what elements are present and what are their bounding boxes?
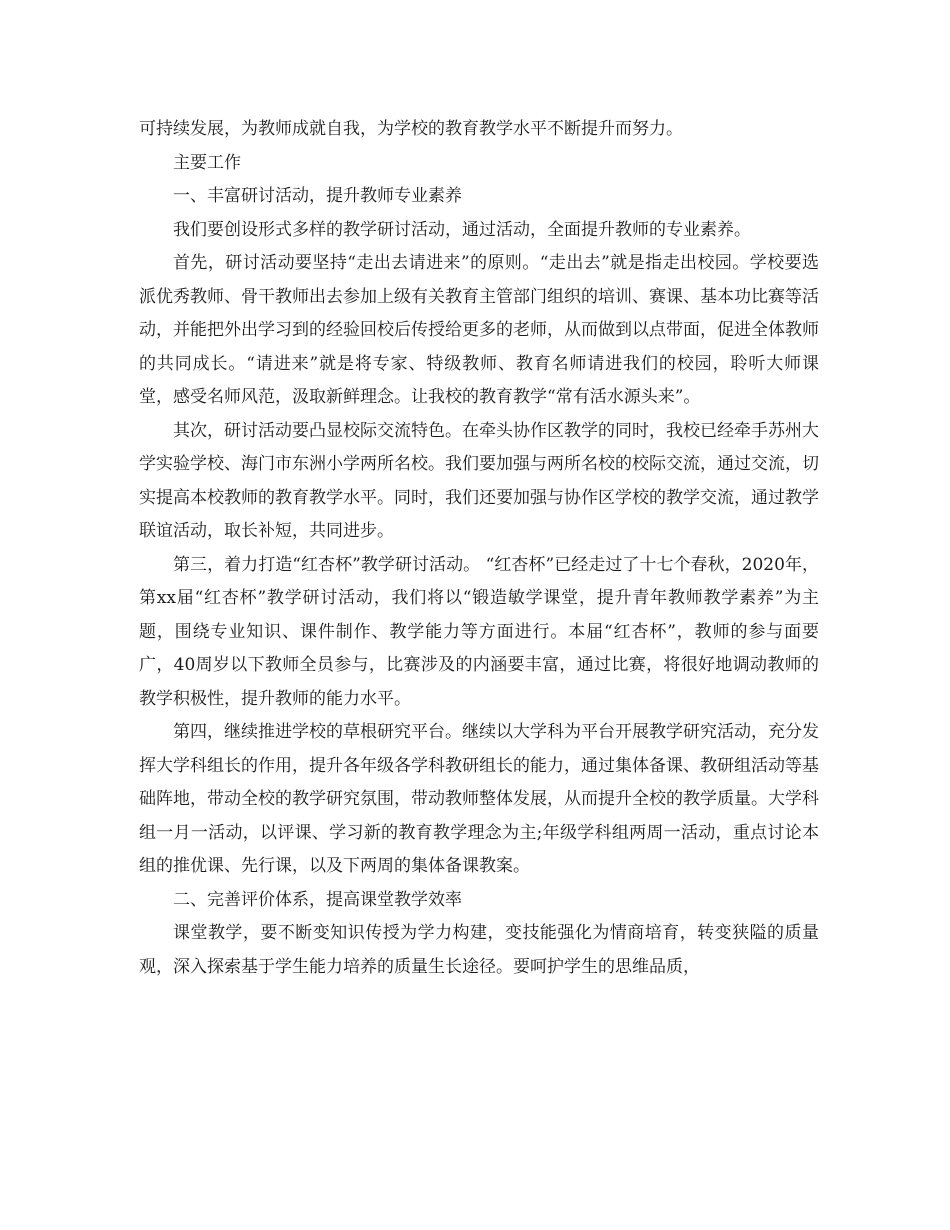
- paragraph-first: 首先，研讨活动要坚持“走出去请进来”的原则。“走出去”就是指走出校园。学校要选派优秀教师、骨干教师出去参加上级有关教育主管部门组织的培训、赛课、基本功比赛等活动，并能把外出学习到的经验回校后传授给更多的老师，从而做到以点带面，促进全体教师的共同成长。“请进来”就是将专家、特级教师、教育名师请进我们的校园，聆听大师课堂，感受名师风范，汲取新鲜理念。让我校的教育教学“常有活水源头来”。: [139, 253, 819, 407]
- document-body: [139, 113, 819, 984]
- subheading-evaluation-system: 二、完善评价体系，提高课堂教学效率: [173, 889, 462, 910]
- section-heading-main-work: 主要工作: [173, 152, 241, 173]
- paragraph-intro: 我们要创设形式多样的教学研讨活动，通过活动，全面提升教师的专业素养。: [173, 219, 751, 240]
- paragraph-fourth: 第四，继续推进学校的草根研究平台。继续以大学科为平台开展教学研究活动，充分发挥大学科组长的作用，提升各年级各学科教研组长的能力，通过集体备课、教研组活动等基础阵地，带动全校的教学研究氛围，带动教师整体发展，从而提升全校的教学质量。大学科组一月一活动，以评课、学习新的教育教学理念为主;年级学科组两周一活动，重点讨论本组的推优课、先行课，以及下两周的集体备课教案。: [139, 722, 819, 876]
- paragraph-second: 其次，研讨活动要凸显校际交流特色。在牵头协作区教学的同时，我校已经牵手苏州大学实验学校、海门市东洲小学两所名校。我们要加强与两所名校的校际交流，通过交流，切实提高本校教师的教育教学水平。同时，我们还要加强与协作区学校的教学交流，通过教学联谊活动，取长补短，共同进步。: [139, 420, 819, 541]
- paragraph-continuation: 可持续发展，为教师成就自我，为学校的教育教学水平不断提升而努力。: [139, 119, 683, 139]
- paragraph-classroom-teaching: 课堂教学，要不断变知识传授为学力构建，变技能强化为情商培育，转变狭隘的质量观，深入探索基于学生能力培养的质量生长途径。要呵护学生的思维品质，: [139, 923, 819, 977]
- subheading-research-activities: 一、丰富研讨活动，提升教师专业素养: [173, 186, 462, 206]
- paragraph-third: 第三，着力打造“红杏杯”教学研讨活动。 “红杏杯”已经走过了十七个春秋，2020年，第xx届“红杏杯”教学研讨活动，我们将以“锻造敏学课堂，提升青年教师教学素养”为主题，围绕专业知识、课件制作、教学能力等方面进行。本届“红杏杯”，教师的参与面要广，40周岁以下教师全员参与，比赛涉及的内涵要丰富，通过比赛，将很好地调动教师的教学积极性，提升教师的能力水平。: [139, 554, 819, 709]
